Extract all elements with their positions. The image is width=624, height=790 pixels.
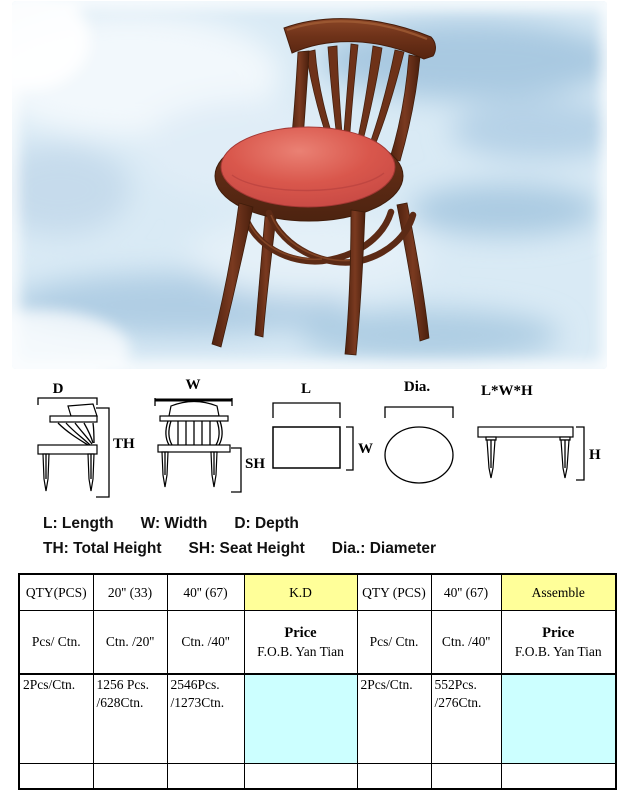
subheader-ctn-20: Ctn. /20''	[93, 611, 167, 675]
label-rect-width: W	[358, 441, 373, 457]
header-kd: K.D	[244, 574, 357, 611]
label-diameter: Dia.	[403, 379, 431, 395]
legend-width: W: Width	[140, 515, 208, 532]
price-fob-assemble: F.O.B. Yan Tian	[514, 644, 602, 659]
round-diagram	[385, 379, 453, 483]
data-40ft-assemble	[431, 674, 501, 764]
label-height: H	[589, 447, 601, 463]
data-price-assemble	[501, 674, 616, 764]
legend-total-height: TH: Total Height	[43, 540, 162, 557]
table-diagram	[478, 383, 601, 480]
header-qty-assemble: QTY (PCS)	[357, 574, 431, 611]
header-40ft-assemble: 40'' (67)	[431, 574, 501, 611]
chair-photo-illustration	[0, 0, 624, 372]
data-40ft-assemble-pcs: 552Pcs.	[434, 677, 477, 692]
subheader-pcs-ctn-assemble: Pcs/ Ctn.	[357, 611, 431, 675]
legend-line-2	[43, 536, 463, 561]
seat-cushion	[221, 127, 395, 207]
data-20ft	[93, 674, 167, 764]
subheader-pcs-ctn-kd: Pcs/ Ctn.	[19, 611, 93, 675]
data-pcs-ctn-kd: 2Pcs/Ctn.	[19, 674, 93, 764]
price-fob-kd: F.O.B. Yan Tian	[257, 644, 344, 659]
data-40ft-kd	[167, 674, 244, 764]
label-total-height: TH	[113, 436, 135, 452]
header-40ft-kd: 40'' (67)	[167, 574, 244, 611]
legend-diameter: Dia.: Diameter	[331, 540, 437, 557]
subheader-price-kd	[244, 611, 357, 675]
data-20ft-ctn: /628Ctn.	[96, 695, 144, 710]
subheader-row	[19, 611, 616, 675]
dimension-diagrams	[0, 375, 624, 525]
header-20ft: 20'' (33)	[93, 574, 167, 611]
price-title-assemble: Price	[542, 625, 575, 641]
packing-spec-table	[18, 573, 617, 790]
product-photo	[0, 0, 624, 372]
subheader-price-assemble	[501, 611, 616, 675]
label-seat-height: SH	[245, 456, 266, 472]
dimension-legend	[43, 511, 463, 561]
header-qty-kd: QTY(PCS)	[19, 574, 93, 611]
legend-length: L: Length	[43, 515, 114, 532]
rectangle-diagram	[273, 381, 373, 470]
data-40ft-kd-pcs: 2546Pcs.	[170, 677, 220, 692]
header-row	[19, 574, 616, 611]
data-pcs-ctn-assemble: 2Pcs/Ctn.	[357, 674, 431, 764]
header-assemble: Assemble	[501, 574, 616, 611]
price-title-kd: Price	[284, 625, 317, 641]
label-length: L	[300, 381, 312, 397]
label-lwh: L*W*H	[481, 383, 533, 399]
data-row	[19, 674, 616, 764]
data-20ft-pcs: 1256 Pcs.	[96, 677, 150, 692]
next-row-sliver	[19, 764, 616, 790]
data-40ft-kd-ctn: /1273Ctn.	[170, 695, 225, 710]
legend-line-1	[43, 511, 463, 536]
label-width: W	[185, 377, 201, 393]
legend-seat-height: SH: Seat Height	[188, 540, 305, 557]
data-40ft-assemble-ctn: /276Ctn.	[434, 695, 482, 710]
subheader-ctn-40-assemble: Ctn. /40''	[431, 611, 501, 675]
data-price-kd	[244, 674, 357, 764]
diagrams-svg	[0, 375, 624, 525]
subheader-ctn-40-kd: Ctn. /40''	[167, 611, 244, 675]
legend-depth: D: Depth	[234, 515, 299, 532]
front-view-diagram	[155, 377, 265, 492]
side-view-diagram	[38, 381, 135, 497]
label-depth: D	[52, 381, 64, 397]
